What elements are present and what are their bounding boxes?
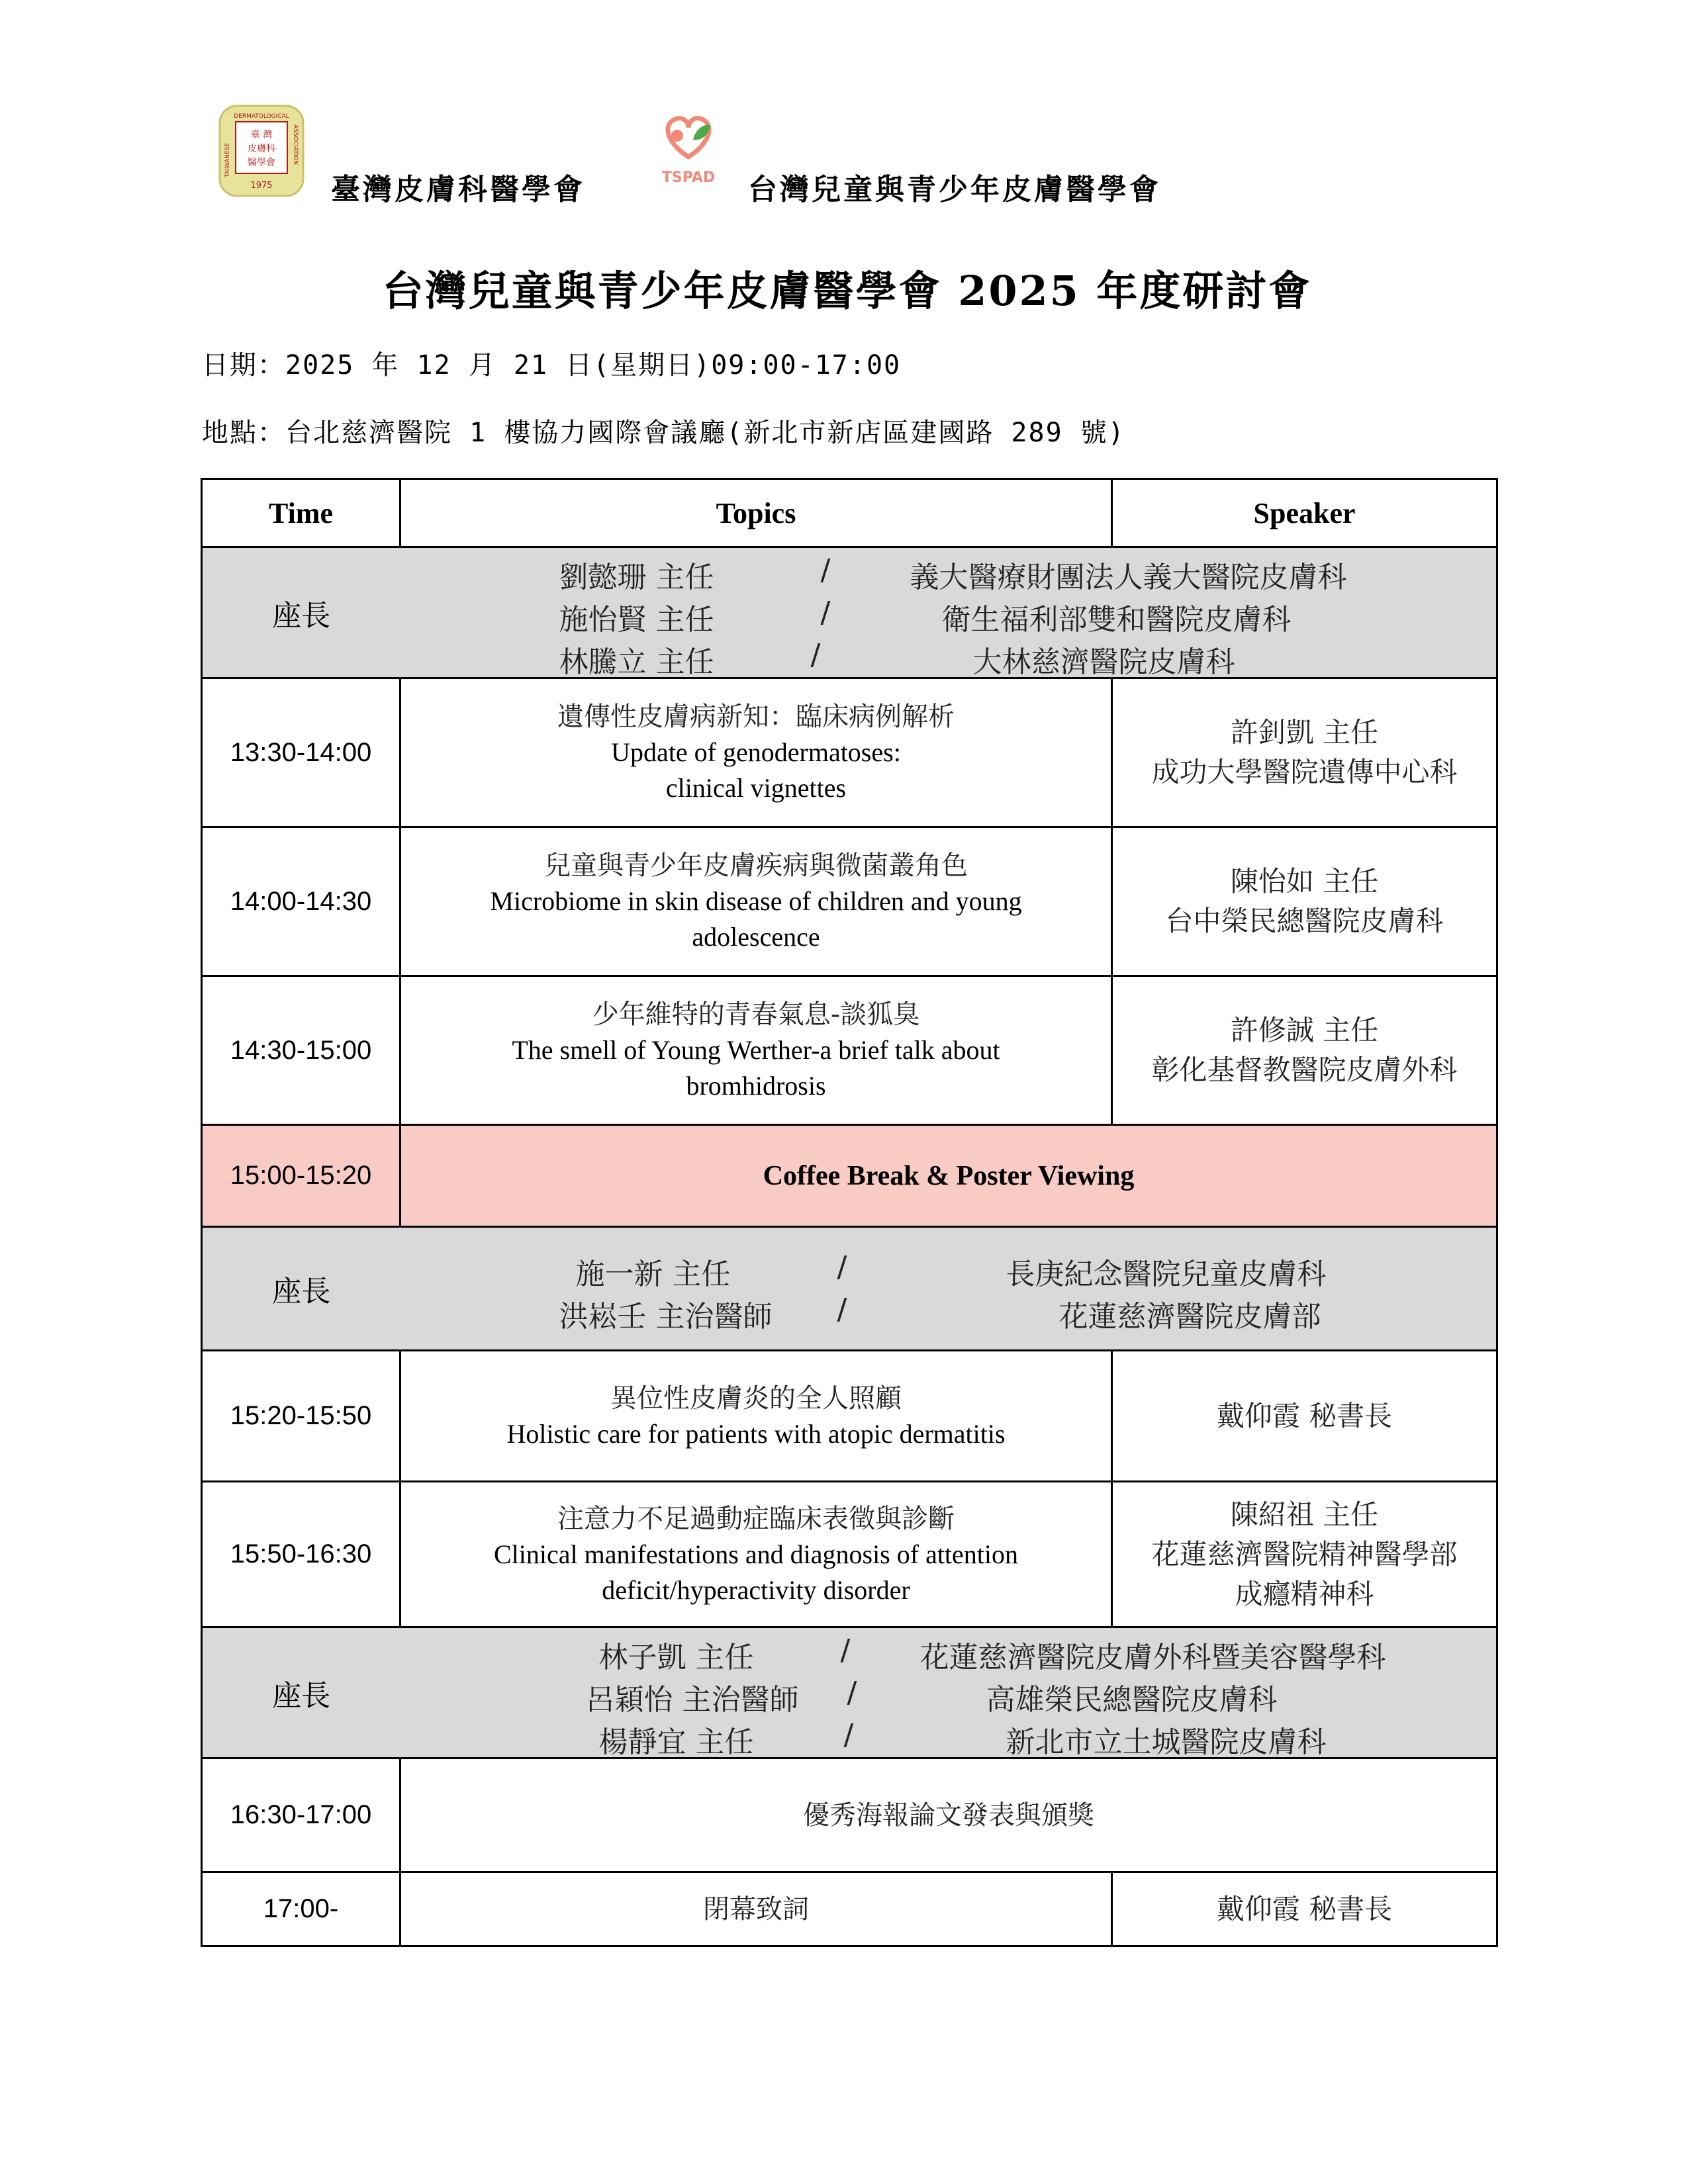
chair-name: 洪崧壬 主治醫師 (559, 1300, 773, 1334)
chair-list (400, 547, 1497, 678)
chair-list (400, 1227, 1497, 1351)
session-time: 14:00-14:30 (202, 827, 400, 976)
topic-zh: 少年維特的青春氣息-談狐臭 (592, 999, 920, 1030)
chair-entry (400, 549, 1497, 592)
topic-en: deficit/hyperactivity disorder (602, 1574, 910, 1605)
session-speaker (1112, 976, 1497, 1125)
chair-row (202, 1627, 1497, 1758)
chair-separator: / (820, 553, 831, 587)
session-speaker (1112, 1482, 1497, 1627)
svg-text:臺 灣: 臺 灣 (250, 130, 273, 140)
session-topic (400, 1351, 1112, 1482)
org-name-tspad: 台灣兒童與青少年皮膚醫學會 (748, 173, 1161, 206)
page-header (218, 99, 1291, 212)
session-time: 15:20-15:50 (202, 1351, 400, 1482)
chair-label: 座長 (202, 1627, 400, 1758)
chair-name: 施怡賢 主任 (559, 602, 714, 637)
session-row (202, 827, 1497, 976)
chair-hospital: 花蓮慈濟醫院皮膚外科暨美容醫學科 (919, 1640, 1386, 1674)
header-topics: Topics (400, 479, 1112, 547)
topic-en: The smell of Young Werther-a brief talk about (512, 1035, 1000, 1065)
chair-separator: / (840, 1633, 851, 1667)
topic-en: adolescence (692, 922, 820, 952)
chair-entry (400, 592, 1497, 637)
speaker-affiliation: 成功大學醫院遺傳中心科 (1151, 756, 1458, 788)
break-time: 15:00-15:20 (202, 1125, 400, 1227)
chair-separator: / (837, 1293, 847, 1326)
speaker-name: 許釗凱 主任 (1230, 716, 1379, 749)
session-topic (400, 976, 1112, 1125)
svg-text:1975: 1975 (250, 181, 273, 191)
speaker-affiliation: 花蓮慈濟醫院精神醫學部 (1151, 1537, 1458, 1570)
session-time: 15:50-16:30 (202, 1482, 400, 1627)
topic-zh: 閉幕致詞 (703, 1893, 809, 1925)
speaker-name: 戴仰霞 秘書長 (1216, 1399, 1393, 1432)
chair-label: 座長 (202, 1227, 400, 1351)
topic-en: bromhidrosis (686, 1071, 826, 1101)
tspad-logo (652, 109, 725, 195)
session-topic (400, 1482, 1112, 1627)
session-speaker (1112, 1351, 1497, 1482)
topic-en: Microbiome in skin disease of children and young (490, 886, 1022, 916)
chair-row (202, 1227, 1497, 1351)
chair-name: 劉懿珊 主任 (559, 560, 714, 594)
session-time: 17:00- (202, 1872, 400, 1946)
chair-hospital: 義大醫療財團法人義大醫院皮膚科 (910, 560, 1347, 594)
session-time: 13:30-14:00 (202, 678, 400, 827)
header-speaker: Speaker (1112, 479, 1497, 547)
chair-name: 施一新 主任 (575, 1257, 731, 1291)
topic-zh: 異位性皮膚炎的全人照顧 (610, 1383, 902, 1414)
chair-hospital: 新北市立土城醫院皮膚科 (1006, 1725, 1327, 1759)
chair-name: 楊靜宜 主任 (598, 1725, 754, 1759)
chair-entry (400, 1672, 1497, 1717)
topic-zh: 注意力不足過動症臨床表徵與診斷 (557, 1503, 955, 1534)
header-time: Time (202, 479, 400, 547)
topic-zh: 優秀海報論文發表與頒獎 (803, 1799, 1094, 1831)
tda-seal-logo (218, 105, 305, 197)
chair-entry (400, 1289, 1497, 1334)
svg-text:DERMATOLOGICAL: DERMATOLOGICAL (234, 113, 289, 120)
chair-hospital: 長庚紀念醫院兒童皮膚科 (1006, 1257, 1327, 1291)
svg-text:ASSOCIATION: ASSOCIATION (292, 124, 299, 165)
chair-separator: / (837, 1250, 847, 1284)
speaker-name: 陳紹祖 主任 (1230, 1498, 1379, 1531)
session-speaker (1112, 1872, 1497, 1946)
chair-row (202, 547, 1497, 678)
session-speaker (1112, 678, 1497, 827)
svg-text:皮膚科: 皮膚科 (248, 144, 275, 154)
chair-entry (400, 634, 1497, 679)
chair-separator: / (810, 637, 821, 672)
topic-en: Holistic care for patients with atopic dermatitis (506, 1418, 1006, 1449)
session-topic (400, 827, 1112, 976)
session-topic (400, 678, 1112, 827)
speaker-name: 許修誠 主任 (1230, 1014, 1379, 1046)
chair-hospital: 花蓮慈濟醫院皮膚部 (1059, 1300, 1321, 1334)
session-row (202, 976, 1497, 1125)
topic-en: Clinical manifestations and diagnosis of attention (493, 1539, 1019, 1569)
session-row (202, 1482, 1497, 1627)
session-row (202, 1351, 1497, 1482)
topic-zh: 兒童與青少年皮膚疾病與微菌叢角色 (544, 850, 968, 881)
break-label: Coffee Break & Poster Viewing (400, 1125, 1497, 1227)
svg-text:TSPAD: TSPAD (661, 169, 716, 186)
chair-entry (400, 1714, 1497, 1759)
svg-text:TAIWANESE: TAIWANESE (224, 143, 231, 177)
session-topic (400, 1758, 1497, 1872)
speaker-affiliation: 台中榮民總醫院皮膚科 (1165, 905, 1444, 937)
chair-hospital: 高雄榮民總醫院皮膚科 (986, 1682, 1278, 1717)
speaker-affiliation: 彰化基督教醫院皮膚外科 (1151, 1054, 1458, 1086)
org-name-tda: 臺灣皮膚科醫學會 (331, 173, 585, 206)
chair-label: 座長 (202, 547, 400, 678)
session-speaker (1112, 827, 1497, 976)
speaker-name: 陳怡如 主任 (1230, 865, 1379, 897)
topic-en: Update of genodermatoses: (611, 737, 901, 767)
chair-name: 林子凱 主任 (598, 1640, 754, 1674)
event-date: 日期：2025 年 12 月 21 日(星期日)09:00-17:00 (202, 350, 902, 381)
chair-name: 呂穎怡 主治醫師 (585, 1682, 799, 1717)
speaker-name: 戴仰霞 秘書長 (1216, 1892, 1393, 1925)
topic-en: clinical vignettes (665, 773, 847, 803)
chair-hospital: 衛生福利部雙和醫院皮膚科 (941, 602, 1292, 637)
svg-text:醫學會: 醫學會 (248, 158, 275, 168)
chair-separator: / (847, 1675, 857, 1709)
document-title: 台灣兒童與青少年皮膚醫學會 2025 年度研討會 (382, 267, 1312, 315)
break-row (202, 1125, 1497, 1227)
session-time: 16:30-17:00 (202, 1758, 400, 1872)
session-row (202, 1872, 1497, 1946)
chair-hospital: 大林慈濟醫院皮膚科 (972, 645, 1235, 679)
chair-list (400, 1627, 1497, 1758)
session-topic (400, 1872, 1112, 1946)
schedule-table (201, 478, 1498, 1947)
chair-separator: / (820, 595, 831, 629)
event-venue: 地點：台北慈濟醫院 1 樓協力國際會議廳(新北市新店區建國路 289 號) (202, 418, 1125, 448)
chair-entry (400, 1246, 1497, 1289)
chair-separator: / (843, 1717, 854, 1752)
table-header-row (202, 479, 1497, 547)
session-row (202, 1758, 1497, 1872)
session-row (202, 678, 1497, 827)
topic-zh: 遺傳性皮膚病新知：臨床病例解析 (557, 702, 955, 732)
chair-entry (400, 1629, 1497, 1672)
speaker-affiliation: 成癮精神科 (1235, 1577, 1374, 1610)
session-time: 14:30-15:00 (202, 976, 400, 1125)
chair-name: 林騰立 主任 (559, 645, 714, 679)
